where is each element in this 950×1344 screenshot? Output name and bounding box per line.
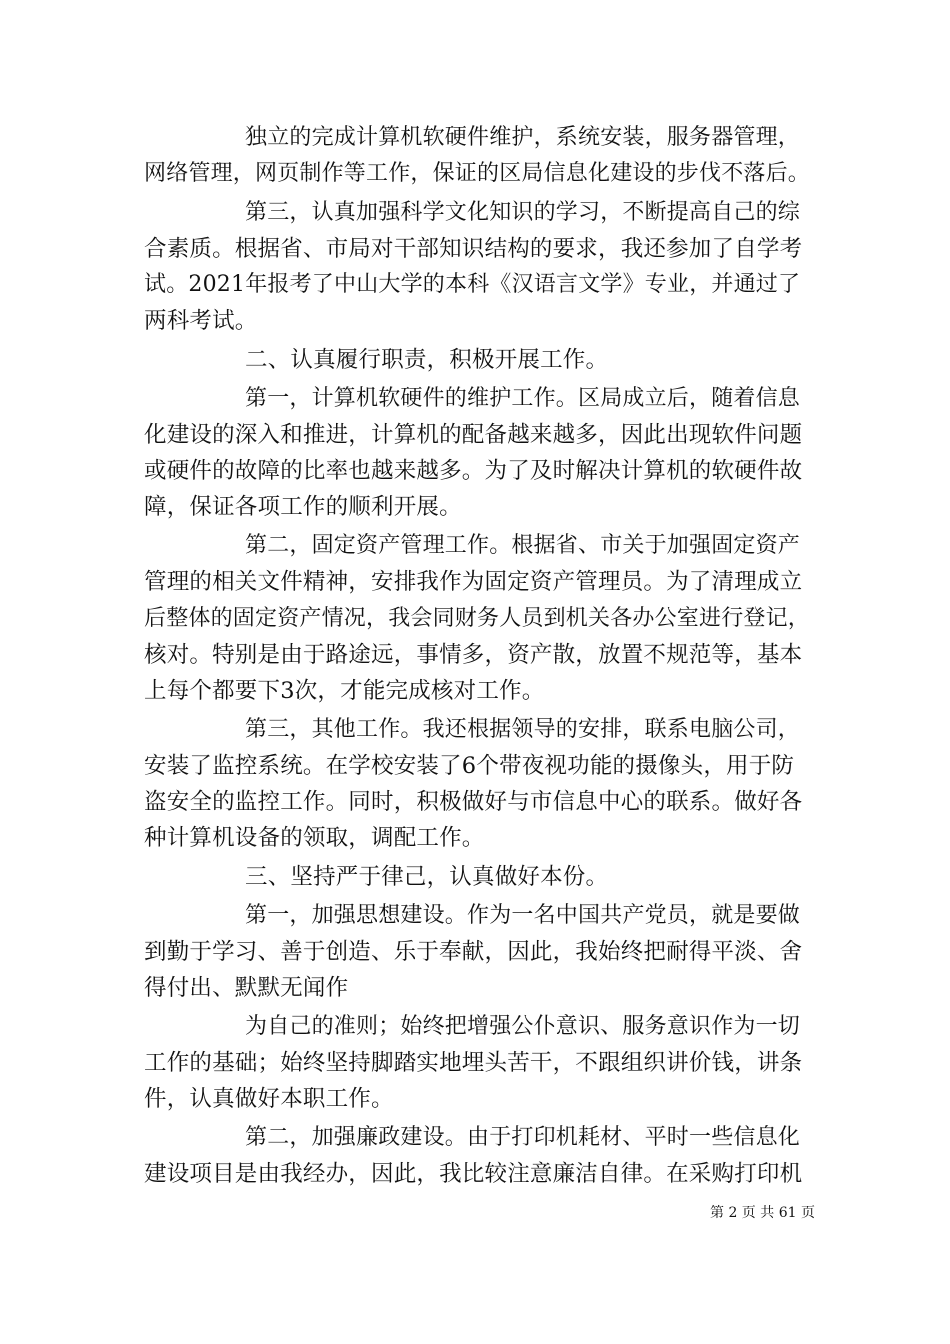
text-line: 第一，加强思想建设。作为一名中国共产党员，就是要做 — [245, 903, 801, 928]
text-line: 合素质。根据省、市局对干部知识结构的要求，我还参加了自学考 — [144, 236, 803, 262]
text-line: 得付出、默默无闻作 — [144, 975, 349, 1001]
text-line: 核对。特别是由于路途远，事情多，资产散，放置不规范等，基本 — [144, 642, 803, 668]
page-number: 第 2 页 共 61 页 — [710, 1205, 815, 1221]
text-line: 后整体的固定资产情况，我会同财务人员到机关各办公室进行登记， — [144, 606, 811, 631]
text-line: 化建设的深入和推进，计算机的配备越来越多，因此出现软件问题 — [144, 422, 803, 448]
text-line: 工作的基础；始终坚持脚踏实地埋头苦干，不跟组织讲价钱，讲条 — [144, 1050, 803, 1076]
text-line: 盗安全的监控工作。同时，积极做好与市信息中心的联系。做好各 — [144, 789, 803, 815]
text-line: 第三，认真加强科学文化知识的学习，不断提高自己的综 — [245, 200, 801, 225]
text-line: 为自己的准则；始终把增强公仆意识、服务意识作为一切 — [245, 1014, 801, 1039]
text-line: 第三，其他工作。我还根据领导的安排，联系电脑公司， — [245, 717, 801, 742]
text-line: 试。2021年报考了中山大学的本科《汉语言文学》专业，并通过了 — [144, 272, 801, 297]
text-line: 第二，固定资产管理工作。根据省、市关于加强固定资产 — [245, 533, 801, 558]
text-line: 管理的相关文件精神，安排我作为固定资产管理员。为了清理成立 — [144, 569, 803, 595]
text-line: 独立的完成计算机软硬件维护，系统安装，服务器管理， — [245, 125, 801, 150]
text-line: 上每个都要下3次，才能完成核对工作。 — [144, 678, 545, 704]
text-line: 种计算机设备的领取，调配工作。 — [144, 825, 485, 851]
text-line: 第二，加强廉政建设。由于打印机耗材、平时一些信息化 — [245, 1125, 801, 1150]
text-line: 到勤于学习、善于创造、乐于奉献，因此，我始终把耐得平淡、舍 — [144, 939, 803, 965]
text-line: 件，认真做好本职工作。 — [144, 1086, 394, 1112]
section-heading: 三、坚持严于律己，认真做好本份。 — [245, 864, 609, 890]
text-line: 建设项目是由我经办，因此，我比较注意廉洁自律。在采购打印机 — [144, 1161, 803, 1187]
text-line: 两科考试。 — [144, 308, 258, 334]
text-line: 网络管理，网页制作等工作，保证的区局信息化建设的步伐不落后。 — [144, 161, 811, 186]
section-heading: 二、认真履行职责，积极开展工作。 — [245, 347, 609, 373]
text-line: 安装了监控系统。在学校安装了6个带夜视功能的摄像头，用于防 — [144, 753, 795, 779]
text-line: 障，保证各项工作的顺利开展。 — [144, 494, 462, 520]
text-line: 或硬件的故障的比率也越来越多。为了及时解决计算机的软硬件故 — [144, 458, 803, 484]
text-line: 第一，计算机软硬件的维护工作。区局成立后，随着信息 — [245, 386, 801, 411]
